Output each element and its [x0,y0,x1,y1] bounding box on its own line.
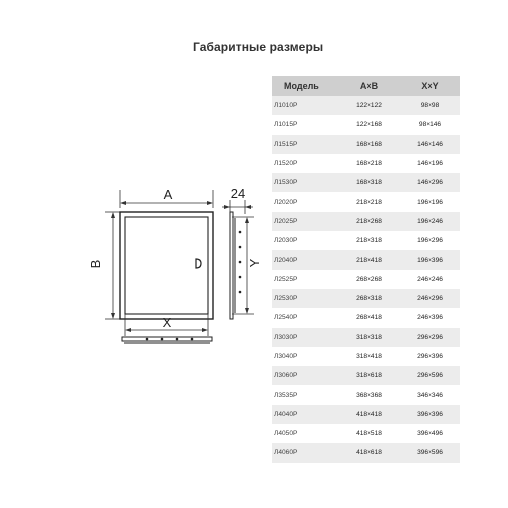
table-row [272,385,460,404]
cell-ab: 418×518 [356,430,382,438]
cell-ab: 122×122 [356,102,382,110]
cell-model: Л2530Р [274,295,298,303]
table-row [272,115,460,134]
table-row [272,192,460,211]
table-body [272,96,460,463]
cell-model: Л2025Р [274,217,298,225]
label-depth: 24 [230,186,246,201]
cell-model: Л2525Р [274,275,298,283]
cell-model: Л3040Р [274,353,298,360]
cell-xy: 146×196 [417,160,443,168]
cell-ab: 318×318 [356,333,382,341]
page-title: Габаритные размеры [193,40,324,54]
table-row [272,250,460,269]
cell-model: Л1015Р [274,121,298,129]
cell-model: Л2040Р [274,256,298,264]
cell-model: Л1530Р [274,179,298,187]
cell-ab: 218×218 [356,198,382,206]
table-row [272,173,460,192]
header-ab: A×B [359,81,379,91]
dimension-depth [222,186,253,214]
table-row [272,135,460,154]
cell-ab: 218×268 [356,217,382,225]
cell-xy: 246×296 [417,295,443,303]
cell-ab: 122×168 [356,121,382,129]
dimensions-table [272,76,460,463]
cell-xy: 98×98 [420,102,440,110]
cell-xy: 296×596 [417,372,443,380]
table-row [272,96,460,115]
table-row [272,443,460,462]
dimension-a [120,187,213,208]
header-model: Модель [284,81,319,91]
cell-model: Л2020Р [274,198,298,206]
label-y: Y [247,258,262,268]
cell-xy: 146×146 [417,140,443,148]
cell-model: Л3535Р [274,391,298,399]
cell-ab: 368×368 [356,391,382,399]
cell-model: Л2540Р [274,314,298,322]
cell-xy: 246×246 [417,275,443,283]
cell-xy: 146×296 [417,179,443,187]
hatch-bottom-profile [122,337,212,343]
label-x: X [162,315,172,330]
hatch-dimension-drawing [0,0,270,380]
label-a: A [163,187,173,202]
header-xy: X×Y [421,81,439,91]
table-row [272,308,460,327]
table-row [272,212,460,231]
cell-ab: 418×418 [356,410,382,418]
cell-xy: 296×396 [417,353,443,360]
cell-xy: 396×596 [417,449,443,457]
cell-model: Л1515Р [274,140,298,148]
cell-ab: 218×318 [356,237,382,245]
dimension-y [232,217,262,314]
hatch-side-profile [230,212,241,319]
cell-ab: 318×418 [356,353,382,360]
cell-xy: 296×296 [417,333,443,341]
cell-xy: 98×146 [418,121,442,129]
hatch-front-view [120,212,213,319]
cell-xy: 196×396 [417,256,443,264]
cell-ab: 268×418 [356,314,382,322]
cell-model: Л4060Р [274,449,298,457]
table-row [272,289,460,308]
cell-model: Л4050Р [274,430,298,438]
cell-ab: 268×268 [356,275,382,283]
table-row [272,270,460,289]
label-b: B [88,259,103,269]
table-row [272,328,460,347]
cell-xy: 346×346 [417,391,443,399]
table-row [272,231,460,250]
cell-ab: 318×618 [356,372,382,380]
table-row [272,347,460,366]
cell-ab: 418×618 [356,449,382,457]
cell-ab: 168×168 [356,140,382,148]
table-header-row [272,76,460,96]
cell-ab: 218×418 [356,256,382,264]
table-row [272,405,460,424]
cell-xy: 396×396 [417,410,443,418]
cell-model: Л1010Р [274,102,298,110]
cell-ab: 268×318 [356,295,382,303]
cell-xy: 396×496 [417,430,443,438]
cell-model: Л3030Р [274,333,298,341]
cell-xy: 196×196 [417,198,443,206]
cell-ab: 168×218 [356,160,382,168]
table-row [272,424,460,443]
table-row [272,366,460,385]
cell-model: Л4040Р [274,410,298,418]
cell-model: Л1520Р [274,160,298,168]
cell-xy: 196×296 [417,237,443,245]
cell-xy: 196×246 [417,217,443,225]
cell-model: Л3060Р [274,372,298,380]
table-row [272,154,460,173]
dimension-b [88,212,120,319]
cell-model: Л2030Р [274,237,298,245]
cell-xy: 246×396 [417,314,443,322]
cell-ab: 168×318 [356,179,382,187]
